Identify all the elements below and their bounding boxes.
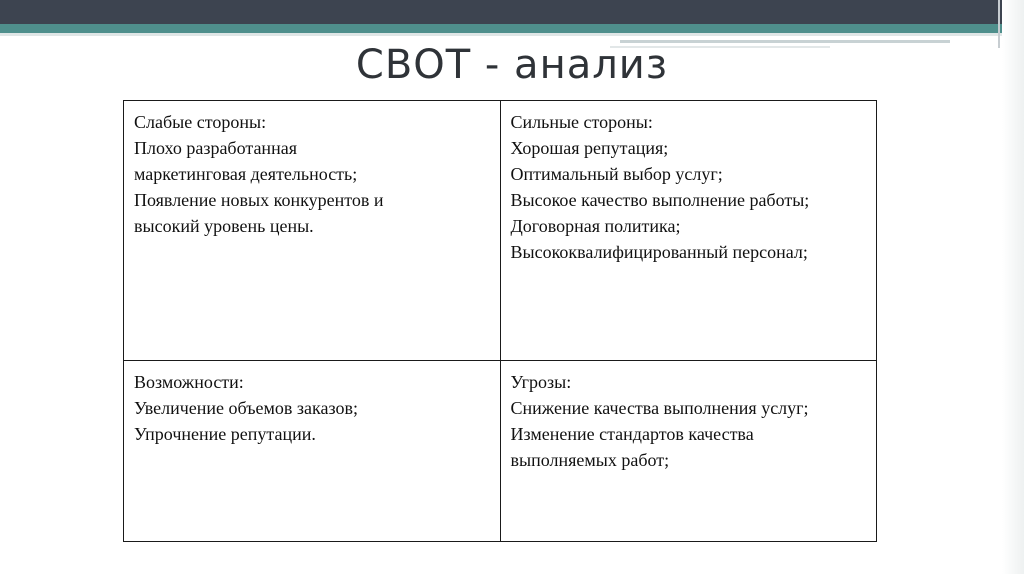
threats-cell <box>500 360 877 542</box>
threats-line: Изменение стандартов качества <box>510 423 754 444</box>
weaknesses-line: Плохо разработанная <box>134 138 297 158</box>
threats-line: Снижение качества выполнения услуг; <box>510 397 809 418</box>
weaknesses-cell <box>124 101 501 361</box>
weaknesses-line: Появление новых конкурентов и <box>134 190 384 210</box>
strengths-line: Высокое качество выполнение работы; <box>510 190 810 210</box>
threats-line: выполняемых работ; <box>510 449 670 470</box>
opportunities-cell <box>124 360 501 542</box>
opportunities-line: Упрочнение репутации. <box>134 423 316 444</box>
table-row <box>124 101 877 361</box>
threats-heading: Угрозы: <box>510 371 572 392</box>
strengths-line: Хорошая репутация; <box>510 138 669 158</box>
weaknesses-heading: Слабые стороны: <box>134 112 267 132</box>
weaknesses-line: высокий уровень цены. <box>134 216 314 236</box>
top-bar <box>0 0 1024 24</box>
strengths-cell <box>500 101 877 361</box>
table-row <box>124 360 877 542</box>
strengths-line: Оптимальный выбор услуг; <box>510 164 723 184</box>
strengths-line: Высококвалифицированный персонал; <box>510 242 808 262</box>
accent-line-light <box>0 33 1024 36</box>
opportunities-line: Увеличение объемов заказов; <box>134 397 358 418</box>
accent-line <box>0 24 1024 33</box>
opportunities-heading: Возможности: <box>134 371 244 392</box>
swot-table <box>123 100 877 542</box>
slide-title: СВОТ - анализ <box>355 42 669 88</box>
strengths-line: Договорная политика; <box>510 216 681 236</box>
strengths-heading: Сильные стороны: <box>510 112 653 132</box>
weaknesses-line: маркетинговая деятельность; <box>134 164 358 184</box>
